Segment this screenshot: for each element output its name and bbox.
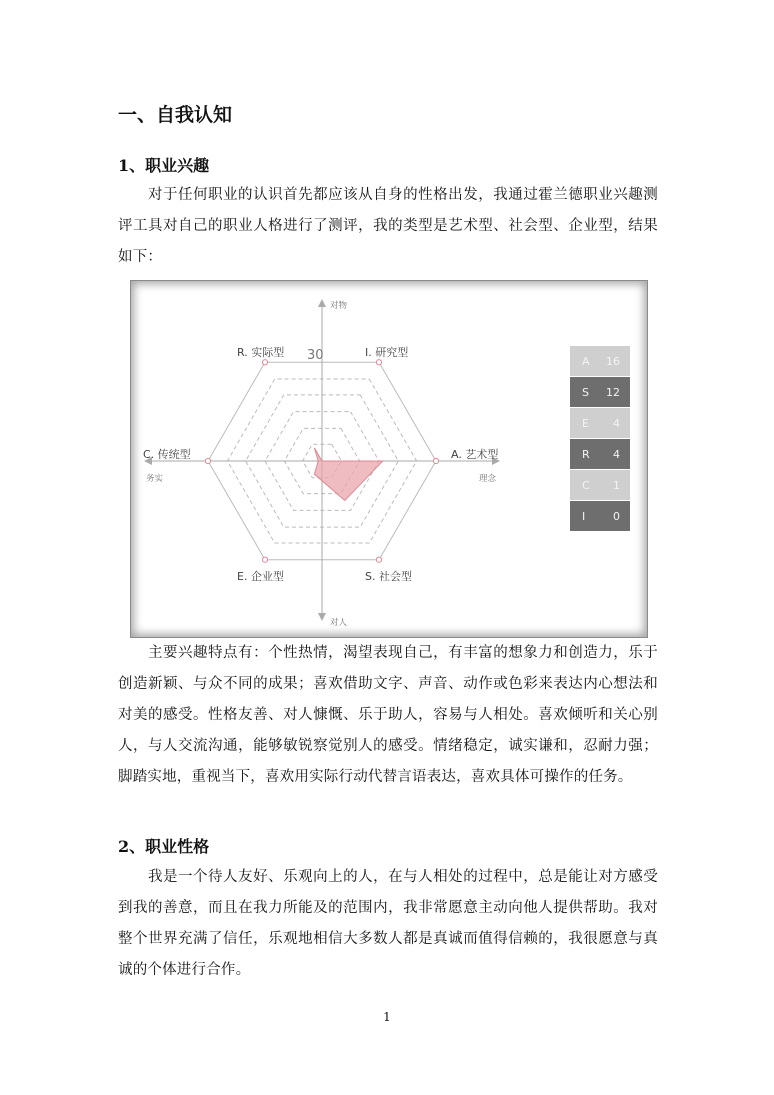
- paragraph-personality: 我是一个待人友好、乐观向上的人，在与人相处的过程中，总是能让对方感受到我的善意，而且在我力所能及的范围内，我非常愿意主动向他人提供帮助。我对整个世界充满了信任，乐观地相信大多数人都是真诚而值得信赖的，我很愿意与真诚的个体进行合作。: [118, 869, 658, 978]
- score-row-C: [570, 470, 630, 500]
- subsection-title-interest: 1、职业兴趣: [118, 156, 210, 175]
- rmax-label: 30: [307, 348, 324, 363]
- axis-label-S: S. 社会型: [365, 570, 412, 583]
- radar-vertex-S: [376, 557, 381, 562]
- score-type: C: [582, 478, 590, 492]
- score-value: 16: [606, 354, 620, 368]
- radar-vertex-R: [262, 360, 267, 365]
- score-type: R: [582, 447, 590, 461]
- score-row-R: [570, 439, 630, 469]
- page-number: 1: [383, 1010, 391, 1024]
- direction-label-top: 对物: [330, 301, 348, 311]
- radar-vertex-E: [262, 557, 267, 562]
- radar-data-polygon: [314, 448, 382, 501]
- score-value: 1: [613, 478, 620, 492]
- score-value: 12: [606, 385, 620, 399]
- axis-label-E: E. 企业型: [237, 570, 284, 583]
- score-row-E: [570, 408, 630, 438]
- score-row-A: [570, 346, 630, 376]
- axis-label-I: I. 研究型: [365, 346, 409, 359]
- paragraph-interest-traits: 主要兴趣特点有：个性热情，渴望表现自己，有丰富的想象力和创造力，乐于创造新颖、与众不同的成果；喜欢借助文字、声音、动作或色彩来表达内心想法和对美的感受。性格友善、对人慷慨、乐于助人，容易与人相处。喜欢倾听和关心别人，与人交流沟通，能够敏锐察觉别人的感受。情绪稳定，诚实谦和，忍耐力强；脚踏实地，重视当下，喜欢用实际行动代替言语表达，喜欢具体可操作的任务。: [118, 645, 658, 785]
- radar-vertex-A: [433, 458, 438, 463]
- score-type: A: [582, 354, 590, 368]
- score-row-S: [570, 377, 630, 407]
- paragraph-intro: 对于任何职业的认识首先都应该从自身的性格出发，我通过霍兰德职业兴趣测评工具对自己的职业人格进行了测评，我的类型是艺术型、社会型、企业型，结果如下：: [118, 187, 658, 265]
- holland-radar-figure: [130, 280, 648, 638]
- axis-arrow-top: [318, 299, 326, 307]
- score-type: E: [582, 416, 589, 430]
- direction-label-left: 务实: [146, 474, 164, 484]
- direction-label-bottom: 对人: [330, 618, 348, 628]
- direction-label-right: 理念: [479, 474, 497, 484]
- score-type: S: [582, 385, 589, 399]
- score-value: 4: [613, 447, 620, 461]
- score-table: [570, 346, 630, 532]
- score-value: 4: [613, 416, 620, 430]
- score-type: I: [582, 509, 586, 523]
- score-value: 0: [613, 509, 620, 523]
- radar-vertex-C: [205, 458, 210, 463]
- radar-vertex-I: [376, 360, 381, 365]
- axis-label-A: A. 艺术型: [451, 448, 499, 461]
- axis-label-R: R. 实际型: [237, 346, 285, 359]
- axis-arrow-bottom: [318, 613, 326, 621]
- subsection-title-personality: 2、职业性格: [118, 837, 210, 856]
- axis-label-C: C. 传统型: [143, 448, 191, 461]
- section-title: 一、自我认知: [118, 104, 233, 126]
- score-row-I: [570, 501, 630, 531]
